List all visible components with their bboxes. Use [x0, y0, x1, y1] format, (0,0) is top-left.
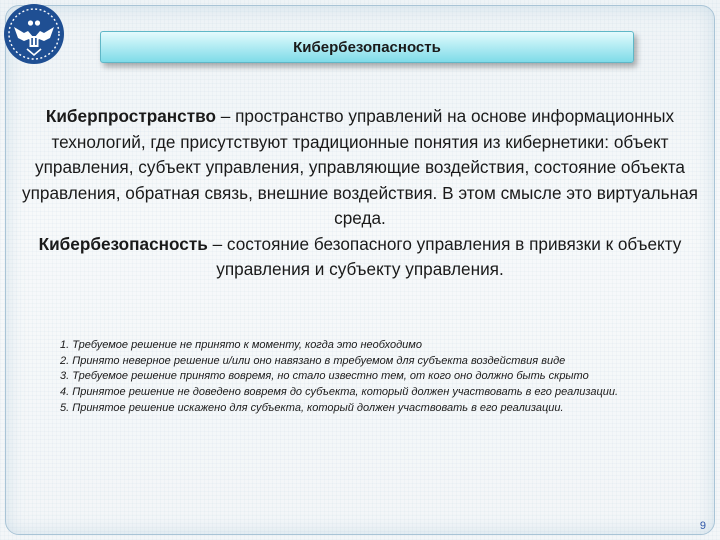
title-bar	[100, 31, 634, 63]
definition-cyberspace-text: – пространство управлений на основе информационных технологий, где присутствуют традиционные понятия из кибернетики: объект управления, субъект управления, управляющие воздействия, состояние объекта управления, обратная связь, внешние воздействия. В этом смысле это виртуальная среда.	[22, 106, 698, 228]
list-item: 2. Принято неверное решение и/или оно навязано в требуемом для субъекта воздействия виде	[60, 354, 566, 367]
definitions-block	[8, 104, 712, 283]
list-item: 1. Требуемое решение не принято к моменту, когда это необходимо	[60, 339, 422, 351]
list-item: 4. Принятое решение не доведено вовремя до субъекта, который должен участвовать в его реализации.	[60, 386, 619, 399]
eagle-emblem-icon	[3, 3, 65, 65]
definition-cyberspace	[8, 104, 712, 232]
definition-cybersecurity-text: – состояние безопасного управления в привязки к объекту управления и субъекту управления.	[207, 233, 682, 279]
term-cybersecurity: Кибербезопасность	[38, 233, 208, 254]
slide-title: Кибербезопасность	[293, 38, 441, 56]
term-cyberspace: Киберпространство	[45, 106, 216, 126]
definition-cybersecurity	[8, 232, 712, 283]
list-item: 5. Принятое решение искажено для субъекта, который должен участвовать в его реализации.	[60, 401, 564, 414]
threat-list	[60, 338, 664, 417]
page-number: 9	[699, 520, 706, 532]
list-item: 3. Требуемое решение принято вовремя, но стало известно тем, от кого оно должно быть скрыто	[60, 370, 589, 383]
